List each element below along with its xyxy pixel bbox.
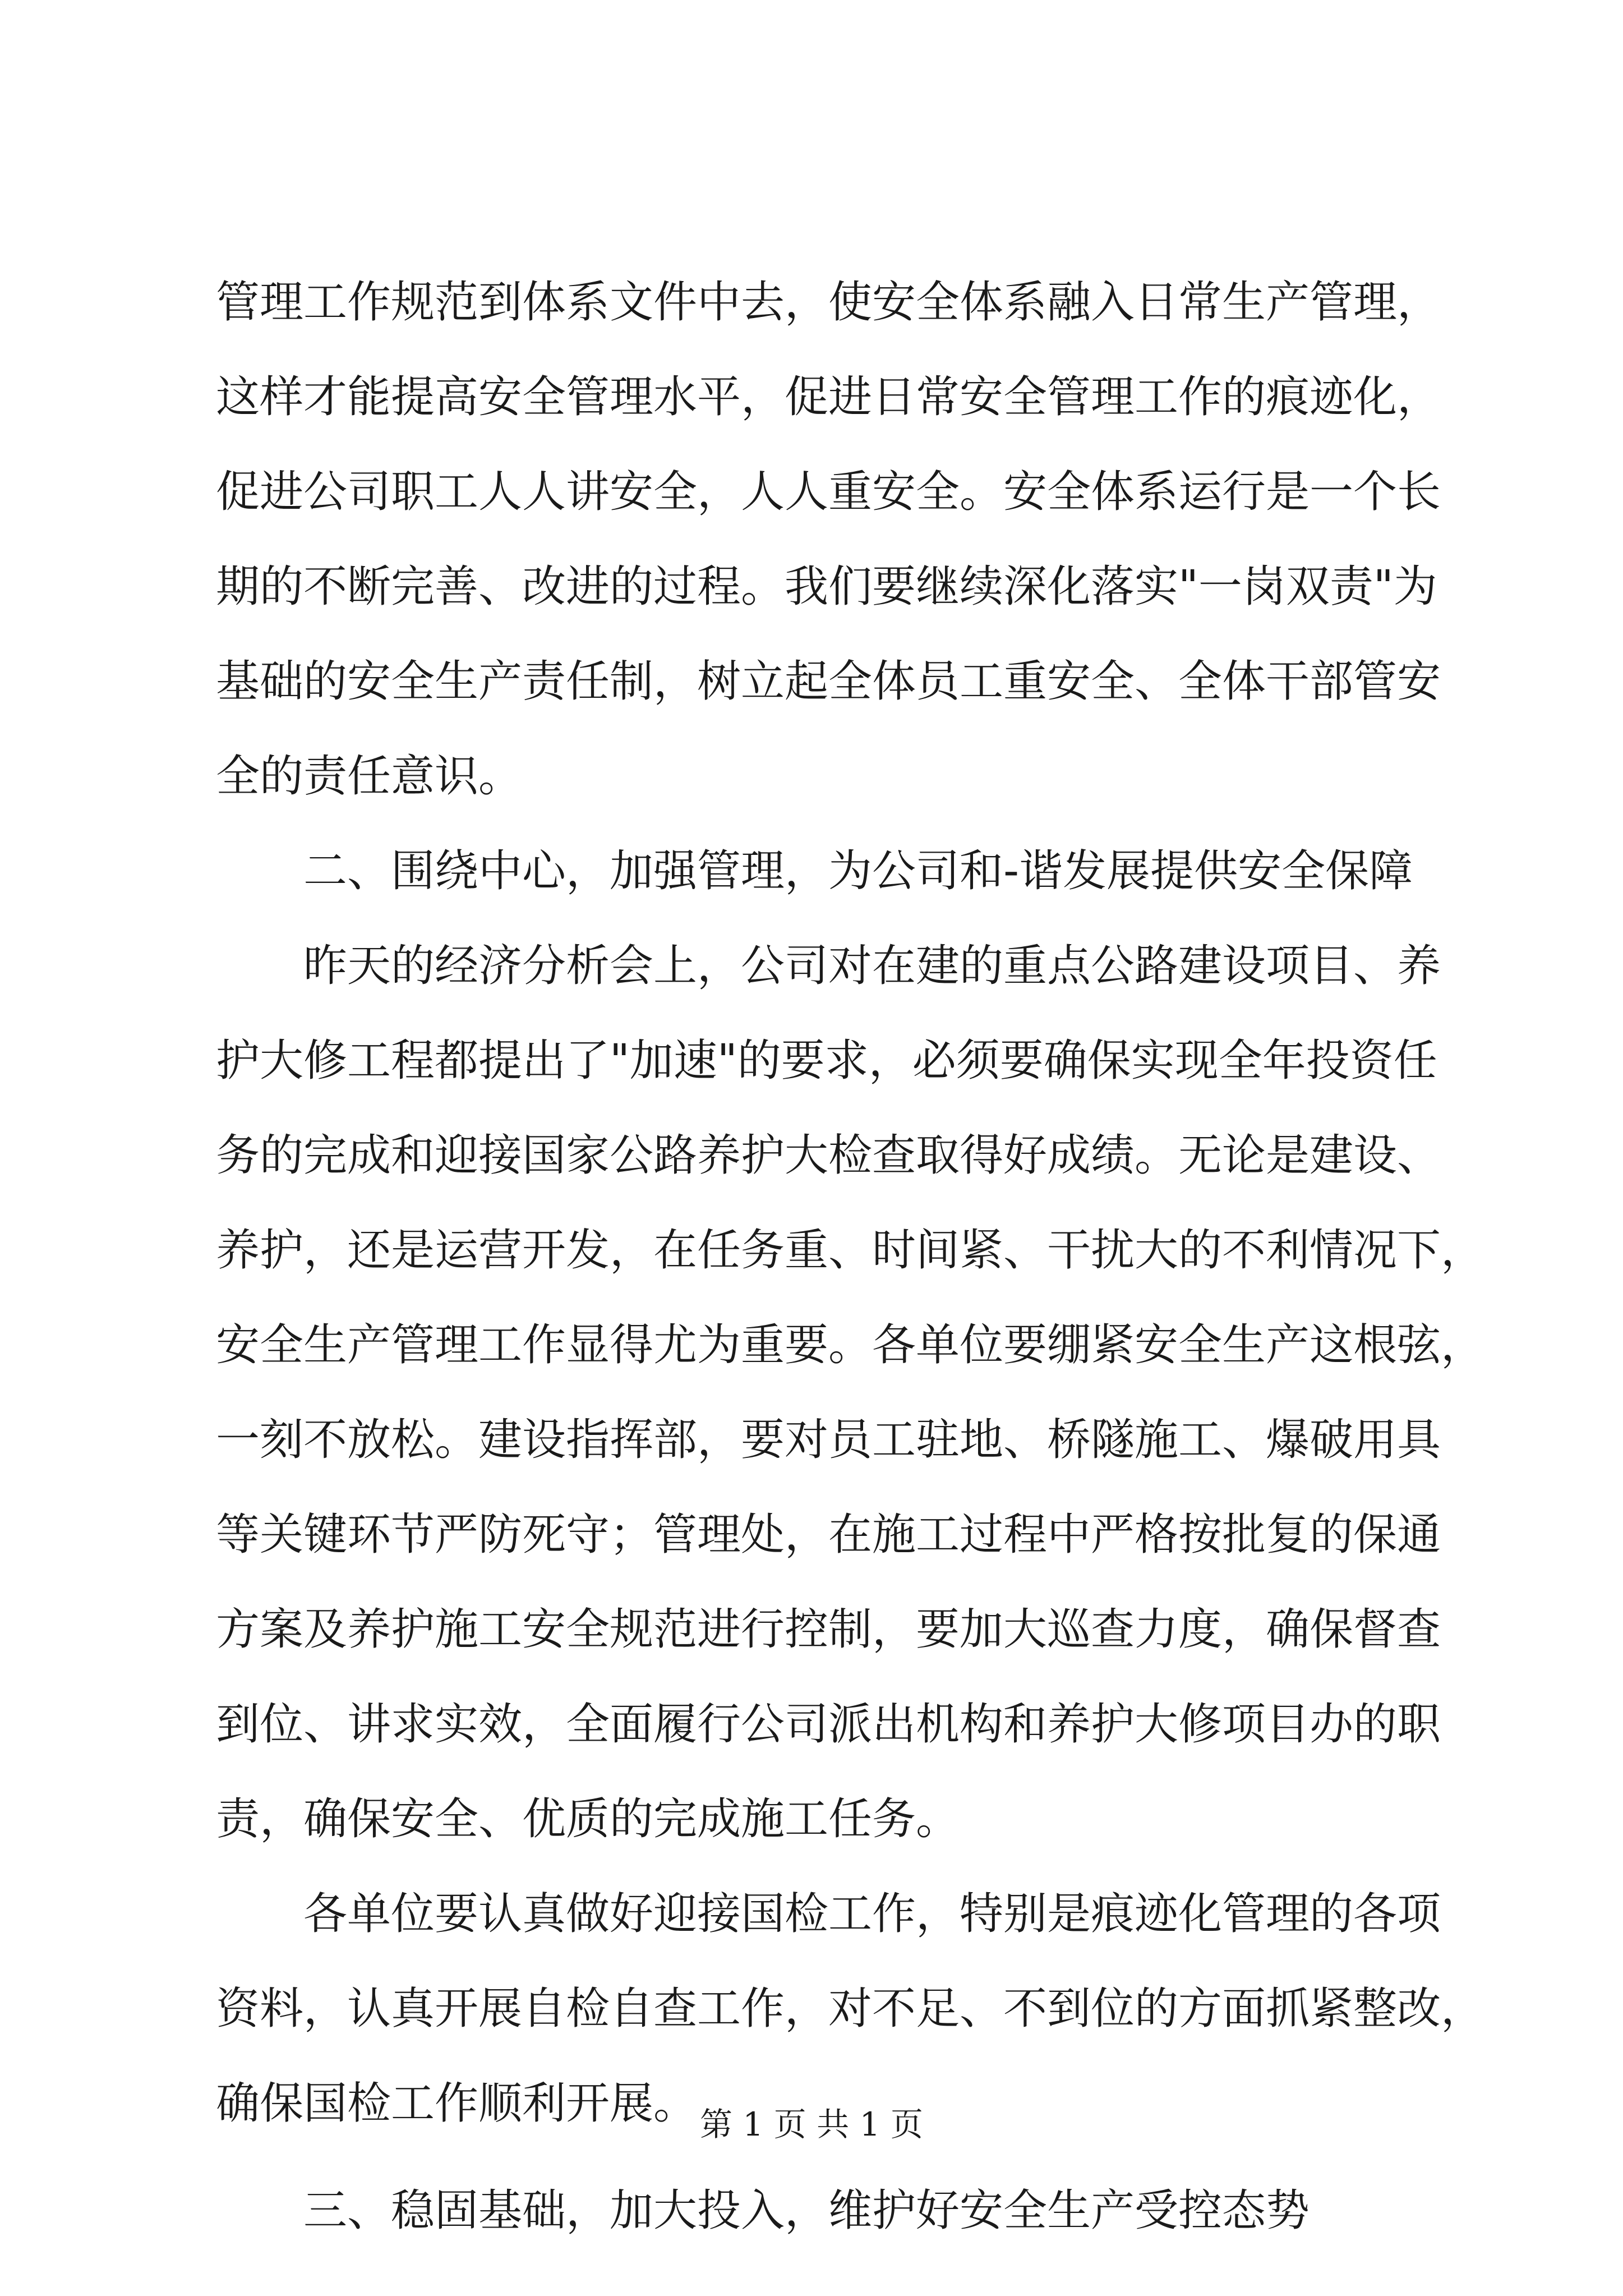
paragraph-line: 昨天的经济分析会上，公司对在建的重点公路建设项目、养 xyxy=(303,941,1441,991)
paragraph-line: 全的责任意识。 xyxy=(216,751,523,802)
paragraph-line: 一刻不放松。建设指挥部，要对员工驻地、桥隧施工、爆破用具 xyxy=(216,1415,1441,1465)
paragraph-line: 到位、讲求实效，全面履行公司派出机构和养护大修项目办的职 xyxy=(216,1699,1441,1750)
paragraph-line: 护大修工程都提出了"加速"的要求，必须要确保实现全年投资任 xyxy=(216,1036,1437,1086)
paragraph-line: 资料，认真开展自检自查工作，对不足、不到位的方面抓紧整改， xyxy=(216,1984,1485,2034)
paragraph-line: 促进公司职工人人讲安全，人人重安全。安全体系运行是一个长 xyxy=(216,467,1441,517)
paragraph-line: 务的完成和迎接国家公路养护大检查取得好成绩。无论是建设、 xyxy=(216,1130,1441,1181)
page-number-footer: 第 1 页 共 1 页 xyxy=(700,2105,923,2143)
paragraph-line: 这样才能提高安全管理水平，促进日常安全管理工作的痕迹化， xyxy=(216,372,1441,422)
paragraph-line: 管理工作规范到体系文件中去，使安全体系融入日常生产管理， xyxy=(216,277,1441,328)
document-body xyxy=(216,255,1485,2258)
paragraph-line: 养护，还是运营开发，在任务重、时间紧、干扰大的不利情况下， xyxy=(216,1225,1485,1276)
section-heading: 三、稳固基础，加大投入，维护好安全生产受控态势 xyxy=(303,2185,1310,2236)
paragraph-line: 基础的安全生产责任制，树立起全体员工重安全、全体干部管安 xyxy=(216,656,1441,707)
paragraph-line: 安全生产管理工作显得尤为重要。各单位要绷紧安全生产这根弦， xyxy=(216,1320,1485,1370)
paragraph-line: 各单位要认真做好迎接国检工作，特别是痕迹化管理的各项 xyxy=(303,1889,1441,1939)
paragraph-line: 确保国检工作顺利开展。 xyxy=(216,2078,698,2129)
paragraph-line: 期的不断完善、改进的过程。我们要继续深化落实"一岗双责"为 xyxy=(216,562,1437,612)
section-heading: 二、围绕中心，加强管理，为公司和-谐发展提供安全保障 xyxy=(303,846,1413,896)
paragraph-line: 责，确保安全、优质的完成施工任务。 xyxy=(216,1794,960,1844)
paragraph-line: 方案及养护施工安全规范进行控制，要加大巡查力度，确保督查 xyxy=(216,1604,1441,1655)
paragraph-line: 等关键环节严防死守；管理处，在施工过程中严格按批复的保通 xyxy=(216,1510,1441,1560)
